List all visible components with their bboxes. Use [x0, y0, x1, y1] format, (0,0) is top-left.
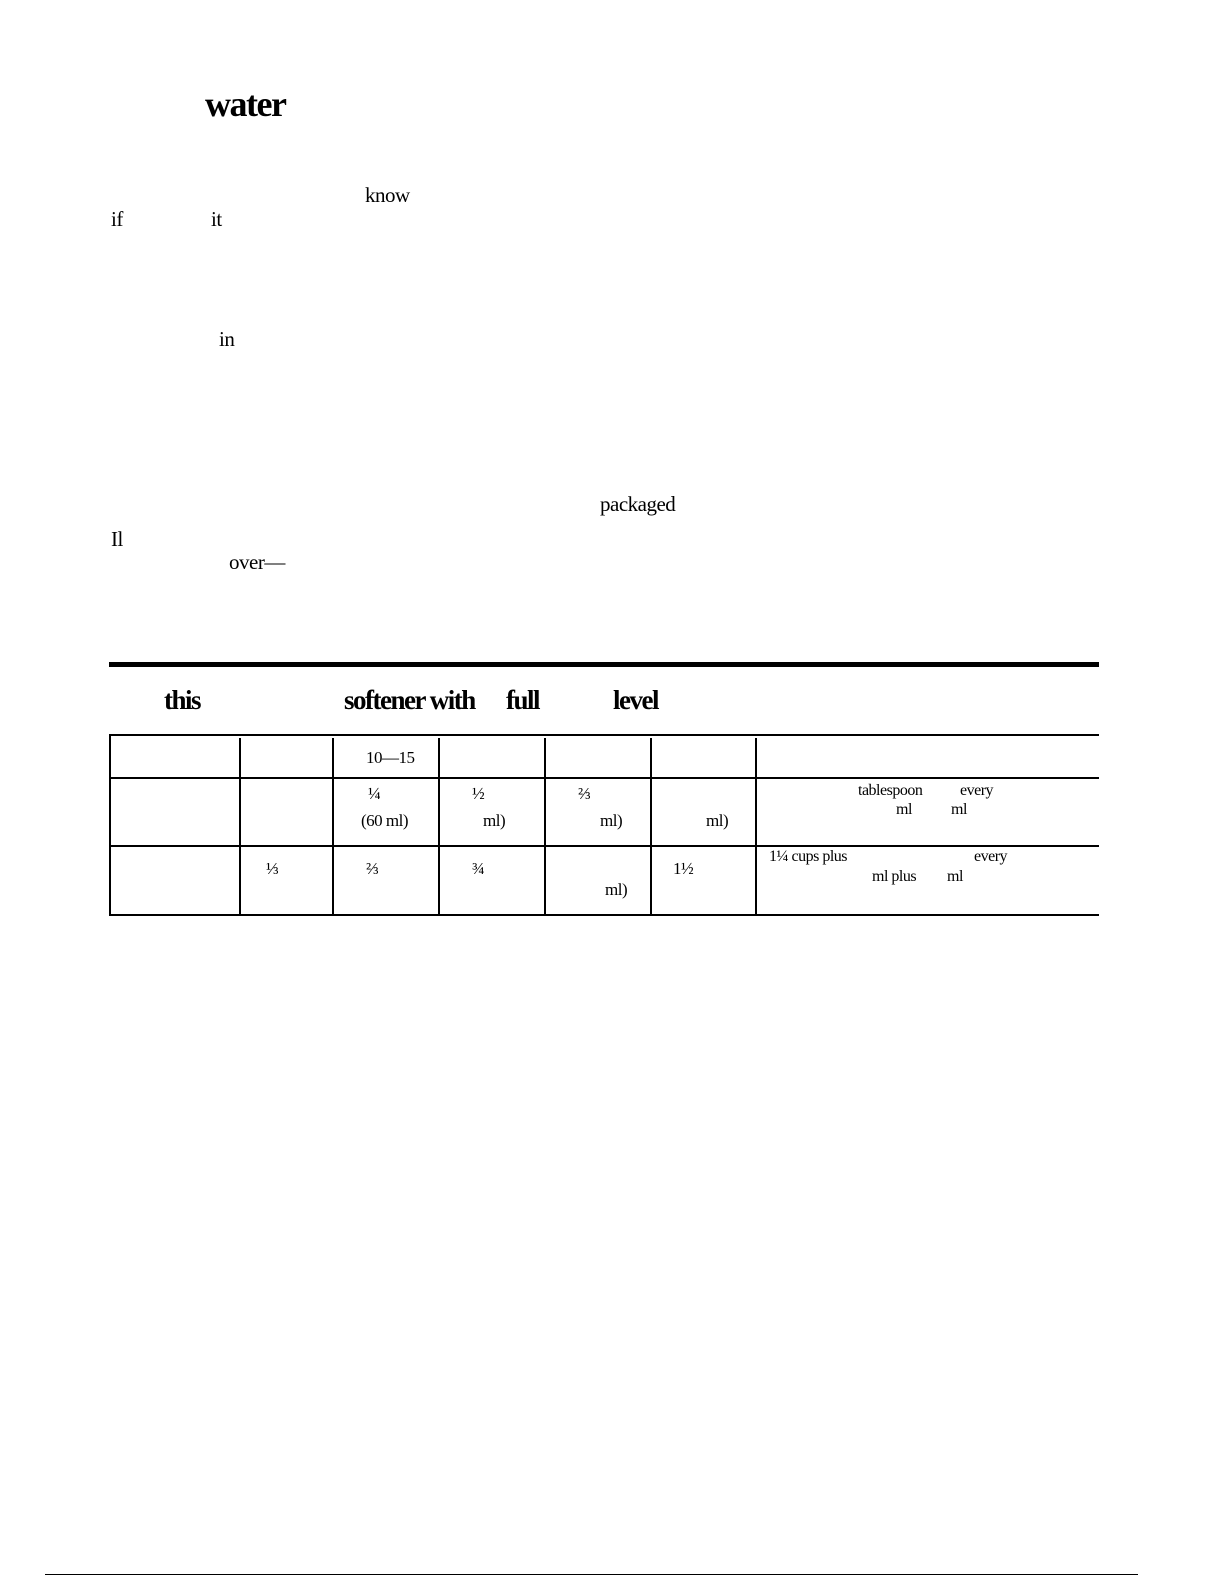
table-cell: ¾ [472, 859, 485, 878]
paragraph-2-word: in [219, 327, 235, 351]
section-rule [109, 662, 1099, 667]
table-cell: ml) [706, 811, 729, 830]
table-column-rule [755, 738, 757, 916]
table-cell: ml [896, 801, 912, 818]
table-title-word: level [613, 685, 658, 715]
table-cell: tablespoon [858, 782, 923, 799]
table-title-word: full [506, 685, 540, 715]
table-rule [109, 845, 1099, 847]
table-cell: ml [947, 868, 963, 885]
paragraph-3-word: packaged [600, 492, 676, 516]
table-cell: ml) [600, 811, 623, 830]
table-column-rule [332, 738, 334, 916]
table-cell: ⅔ [366, 859, 379, 878]
paragraph-1-word: know [365, 183, 410, 207]
paragraph-3-word: Il [111, 527, 123, 551]
table-cell: ml) [483, 811, 506, 830]
table-cell: ½ [472, 784, 485, 803]
section-heading: water [205, 84, 286, 124]
table-header-cell: 10—15 [366, 748, 415, 767]
table-title-word: softener with [344, 685, 475, 715]
table-column-rule [109, 734, 111, 916]
table-cell: every [960, 782, 994, 799]
table-cell: (60 ml) [361, 811, 409, 830]
paragraph-1-word: it [211, 207, 222, 231]
table-title-word: this [164, 685, 201, 715]
table-column-rule [650, 738, 652, 916]
table-cell: every [974, 848, 1008, 865]
table-cell: ml plus [872, 868, 917, 885]
footer-rule [45, 1574, 1138, 1575]
table-cell: ⅓ [266, 859, 279, 878]
table-column-rule [438, 738, 440, 916]
table-cell: ml) [605, 880, 628, 899]
table-rule [109, 914, 1099, 916]
table-rule [109, 734, 1099, 736]
table-cell: ⅔ [578, 784, 591, 803]
table-cell: 1¼ cups plus [769, 848, 847, 865]
table-cell: ¼ [368, 784, 381, 803]
table-rule [109, 777, 1099, 779]
table-column-rule [544, 738, 546, 916]
paragraph-1-word: if [111, 207, 123, 231]
paragraph-3-word: over— [229, 550, 285, 574]
table-column-rule [239, 738, 241, 916]
table-cell: ml [951, 801, 967, 818]
table-cell: 1½ [673, 859, 694, 878]
